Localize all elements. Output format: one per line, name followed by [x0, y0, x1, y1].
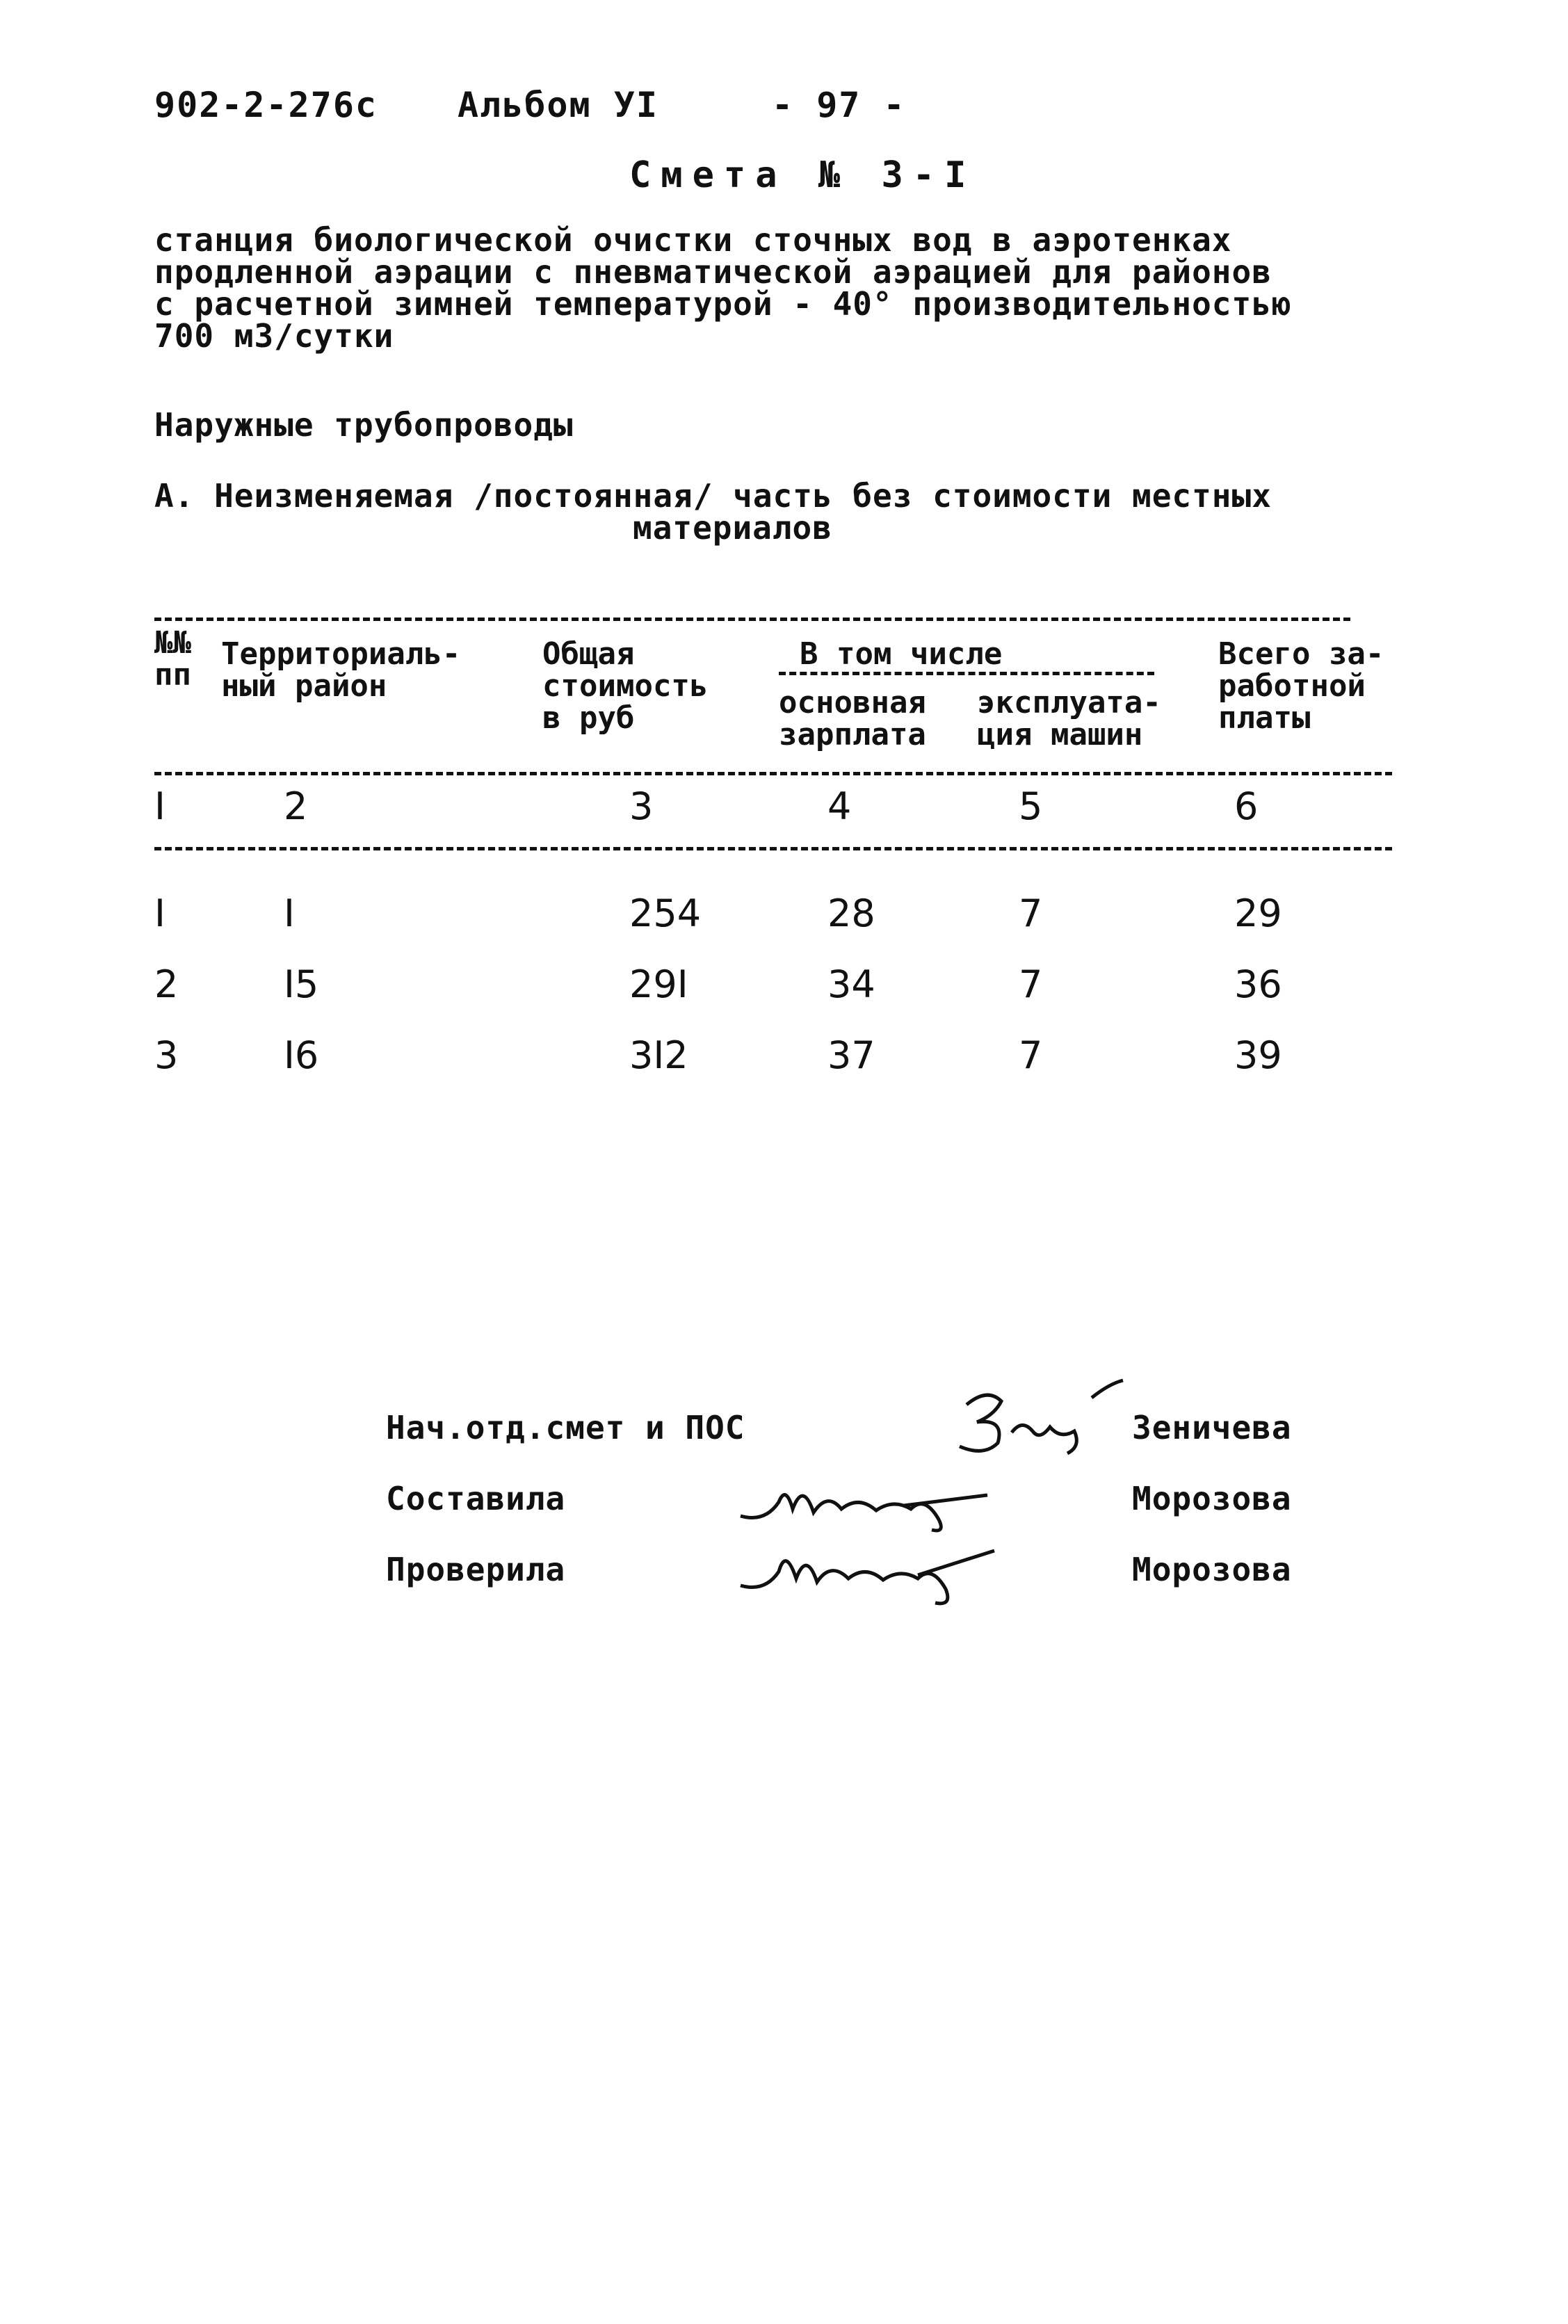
- cell-total-salary: 36: [1234, 962, 1282, 1006]
- signature-role-checked: Проверила: [386, 1551, 566, 1588]
- cell-machine-operation: 7: [1019, 962, 1043, 1006]
- page-number: - 97 -: [772, 85, 906, 125]
- cell-number: 2: [154, 962, 179, 1006]
- cell-number: I: [154, 891, 165, 935]
- col-number-4: 4: [827, 784, 852, 828]
- col-header-total-cost: Общая стоимость в руб: [542, 636, 709, 736]
- col-number-1: I: [154, 784, 165, 828]
- cell-base-salary: 28: [827, 891, 875, 935]
- description-line-3: с расчетной зимней температурой - 40° производительностью: [154, 285, 1292, 323]
- col-numbers-bottom-rule: [154, 847, 1392, 850]
- col-number-2: 2: [284, 784, 308, 828]
- cell-machine-operation: 7: [1019, 891, 1043, 935]
- table-top-rule: [154, 618, 1350, 621]
- col-header-total-salary: Всего за- работной платы: [1218, 636, 1384, 736]
- col-header-machine-operation: эксплуата- ция машин: [977, 685, 1161, 752]
- signature-role-compiled: Составила: [386, 1480, 566, 1517]
- document-code: 902-2-276с: [154, 85, 378, 125]
- cell-number: 3: [154, 1033, 179, 1077]
- cell-total-salary: 39: [1234, 1033, 1282, 1077]
- cell-machine-operation: 7: [1019, 1033, 1043, 1077]
- subsection-line-2: материалов: [633, 509, 832, 547]
- cell-total-cost: 29I: [629, 962, 688, 1006]
- col-number-6: 6: [1234, 784, 1259, 828]
- signature-name-checked: Морозова: [1132, 1551, 1292, 1588]
- cell-total-cost: 254: [629, 891, 702, 935]
- signature-role-head: Нач.отд.смет и ПОС: [386, 1409, 745, 1446]
- cell-district: I: [284, 891, 295, 935]
- signature-name-head: Зеничева: [1132, 1409, 1292, 1446]
- handwritten-signature-3: [737, 1523, 1001, 1613]
- header-bottom-rule: [154, 772, 1392, 775]
- col-number-5: 5: [1019, 784, 1043, 828]
- cell-district: I5: [284, 962, 319, 1006]
- description-line-1: станция биологической очистки сточных вод в аэротенках: [154, 221, 1232, 259]
- cell-total-salary: 29: [1234, 891, 1282, 935]
- signature-name-compiled: Морозова: [1132, 1480, 1292, 1517]
- handwritten-signature-1: [946, 1377, 1140, 1467]
- cell-district: I6: [284, 1033, 319, 1077]
- col-header-group: В том числе: [800, 636, 1003, 672]
- col-header-district: Территориаль- ный район: [221, 636, 461, 704]
- album-label: Альбом УI: [458, 85, 658, 125]
- cell-base-salary: 37: [827, 1033, 875, 1077]
- cell-total-cost: 3I2: [629, 1033, 688, 1077]
- col-number-3: 3: [629, 784, 654, 828]
- document-title: Смета № 3-I: [629, 154, 976, 196]
- group-underline: [779, 672, 1154, 675]
- description-line-2: продленной аэрации с пневматической аэрацией для районов: [154, 253, 1272, 291]
- description-line-4: 700 м3/сутки: [154, 317, 394, 355]
- subsection-line-1: А. Неизменяемая /постоянная/ часть без стоимости местных: [154, 477, 1272, 515]
- col-header-base-salary: основная зарплата: [779, 685, 926, 752]
- section-title: Наружные трубопроводы: [154, 406, 574, 444]
- cell-base-salary: 34: [827, 962, 875, 1006]
- col-header-number: №№ пп: [154, 625, 191, 693]
